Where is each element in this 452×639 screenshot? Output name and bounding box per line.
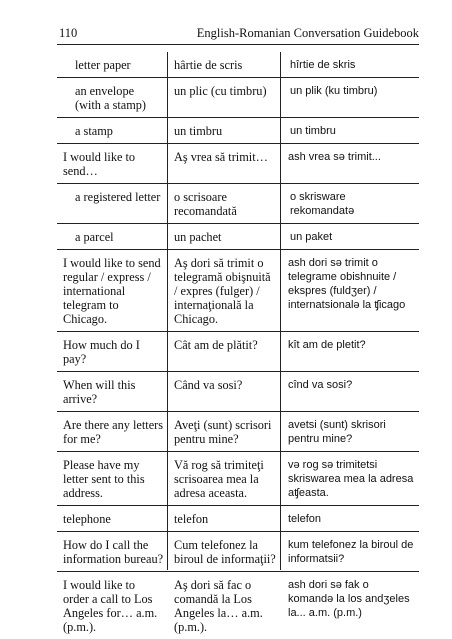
pronunciation-phrase: cînd va sosi?	[288, 379, 353, 391]
romanian-phrase-cell	[167, 332, 280, 371]
english-phrase-cell	[57, 506, 167, 531]
pronunciation-phrase: ash dori sə fak o komandə la los andʒeles la... a.m. (p.m.)	[288, 579, 410, 619]
romanian-phrase-cell	[167, 532, 280, 571]
english-phrase: a stamp	[75, 124, 113, 138]
romanian-phrase: un plic (cu timbru)	[174, 84, 267, 98]
romanian-phrase-cell	[167, 224, 280, 249]
pronunciation-phrase-cell	[280, 118, 419, 143]
phrase-row	[57, 532, 419, 572]
pronunciation-phrase-cell	[280, 184, 419, 223]
romanian-phrase: Aş dori să trimit o telegramă obişnuită / expres (fulger) / internaţională la Chicago.	[174, 256, 271, 326]
romanian-phrase-cell	[167, 452, 280, 505]
romanian-phrase: Vă rog să trimiteţi scrisoarea mea la adresa aceasta.	[174, 458, 264, 500]
book-title: English-Romanian Conversation Guidebook	[196, 26, 419, 40]
romanian-phrase-cell	[167, 506, 280, 531]
english-phrase-cell	[57, 572, 167, 639]
english-phrase-cell	[57, 144, 167, 183]
english-phrase: How do I call the information bureau?	[63, 538, 164, 566]
phrase-row	[57, 332, 419, 372]
english-phrase-cell	[57, 52, 167, 77]
english-phrase-cell	[57, 412, 167, 451]
pronunciation-phrase-cell	[280, 332, 419, 371]
phrase-row	[57, 144, 419, 184]
pronunciation-phrase: un paket	[290, 231, 333, 243]
pronunciation-phrase: kum telefonez la biroul de informatsii?	[288, 539, 414, 565]
pronunciation-phrase: telefon	[288, 513, 322, 525]
pronunciation-phrase-cell	[280, 52, 419, 77]
romanian-phrase-cell	[167, 78, 280, 117]
pronunciation-phrase-cell	[280, 452, 419, 505]
phrase-row	[57, 572, 419, 639]
phrase-row	[57, 52, 419, 78]
english-phrase: When will this arrive?	[63, 378, 136, 406]
romanian-phrase-cell	[167, 52, 280, 77]
english-phrase-cell	[57, 78, 167, 117]
pronunciation-phrase: və rog sə trimitetsi skriswarea mea la adresa aʧeasta.	[288, 459, 414, 499]
english-phrase: an envelope (with a stamp)	[75, 84, 147, 112]
english-phrase: Are there any letters for me?	[63, 418, 164, 446]
pronunciation-phrase-cell	[280, 144, 419, 183]
pronunciation-phrase-cell	[280, 224, 419, 249]
english-phrase: I would like to send…	[63, 150, 136, 178]
phrase-row	[57, 78, 419, 118]
english-phrase: letter paper	[75, 58, 131, 72]
english-phrase: Please have my letter sent to this address.	[63, 458, 145, 500]
pronunciation-phrase-cell	[280, 506, 419, 531]
romanian-phrase: Aveţi (sunt) scrisori pentru mine?	[174, 418, 272, 446]
romanian-phrase: telefon	[174, 512, 209, 526]
english-phrase: telephone	[63, 512, 111, 526]
english-phrase-cell	[57, 452, 167, 505]
romanian-phrase-cell	[167, 144, 280, 183]
phrase-row	[57, 118, 419, 144]
romanian-phrase: Cum telefonez la biroul de informaţii?	[174, 538, 276, 566]
phrase-row	[57, 412, 419, 452]
phrase-row	[57, 184, 419, 224]
romanian-phrase: o scrisoare recomandată	[174, 190, 237, 218]
phrase-row	[57, 224, 419, 250]
romanian-phrase: Aş dori să fac o comandă la Los Angeles la… a.m. (p.m.).	[174, 578, 263, 634]
english-phrase-cell	[57, 532, 167, 571]
pronunciation-phrase: o skrisware rekomandatə	[290, 191, 355, 217]
romanian-phrase: un timbru	[174, 124, 223, 138]
phrase-row	[57, 452, 419, 506]
romanian-phrase-cell	[167, 372, 280, 411]
phrase-table	[57, 52, 419, 639]
pronunciation-phrase-cell	[280, 412, 419, 451]
pronunciation-phrase-cell	[280, 372, 419, 411]
page-header	[57, 24, 419, 45]
romanian-phrase: Aş vrea să trimit…	[174, 150, 268, 164]
romanian-phrase: hârtie de scris	[174, 58, 243, 72]
romanian-phrase-cell	[167, 412, 280, 451]
phrase-row	[57, 506, 419, 532]
english-phrase-cell	[57, 118, 167, 143]
pronunciation-phrase: un timbru	[290, 125, 336, 137]
pronunciation-phrase: hîrtie de skris	[290, 59, 356, 71]
pronunciation-phrase-cell	[280, 532, 419, 571]
romanian-phrase-cell	[167, 118, 280, 143]
pronunciation-phrase: ash vrea sə trimit...	[288, 151, 381, 163]
page-number: 110	[59, 26, 78, 40]
pronunciation-phrase: ash dori sə trimit o telegrame obishnuite / ekspres (fuldʒer) / internatsionalə la ʧicago	[288, 257, 406, 311]
phrase-row	[57, 372, 419, 412]
english-phrase-cell	[57, 184, 167, 223]
phrase-row	[57, 250, 419, 332]
pronunciation-phrase-cell	[280, 78, 419, 117]
romanian-phrase: Când va sosi?	[174, 378, 243, 392]
english-phrase: a registered letter	[75, 190, 161, 204]
pronunciation-phrase: kît am de pletit?	[288, 339, 366, 351]
english-phrase: a parcel	[75, 230, 114, 244]
english-phrase: I would like to order a call to Los Angeles for… a.m. (p.m.).	[63, 578, 158, 634]
romanian-phrase-cell	[167, 184, 280, 223]
english-phrase-cell	[57, 224, 167, 249]
english-phrase: How much do I pay?	[63, 338, 140, 366]
pronunciation-phrase: avetsi (sunt) skrisori pentru mine?	[288, 419, 386, 445]
english-phrase-cell	[57, 332, 167, 371]
pronunciation-phrase-cell	[280, 572, 419, 639]
english-phrase-cell	[57, 250, 167, 331]
romanian-phrase: un pachet	[174, 230, 222, 244]
romanian-phrase: Cât am de plătit?	[174, 338, 258, 352]
romanian-phrase-cell	[167, 572, 280, 639]
pronunciation-phrase: un plik (ku timbru)	[290, 85, 378, 97]
romanian-phrase-cell	[167, 250, 280, 331]
pronunciation-phrase-cell	[280, 250, 419, 331]
english-phrase: I would like to send regular / express / international telegram to Chicago.	[63, 256, 161, 326]
english-phrase-cell	[57, 372, 167, 411]
